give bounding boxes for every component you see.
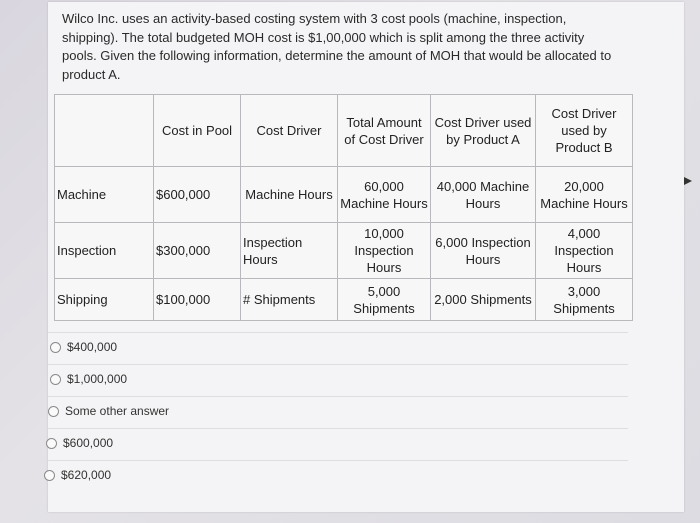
divider xyxy=(48,460,628,461)
pool-product-a: 40,000 Machine Hours xyxy=(431,167,536,223)
divider xyxy=(48,396,628,397)
question-text: Wilco Inc. uses an activity-based costing system with 3 cost pools (machine, inspection, shipping). The total budgeted MOH cost is $1,00,000 which is split among the three activity pools. Given the following information, determine the amount of MOH that would be allocated to product A. xyxy=(62,11,612,82)
radio-button-icon[interactable] xyxy=(50,342,61,353)
pool-product-a: 2,000 Shipments xyxy=(431,279,536,321)
table-header-row xyxy=(55,95,633,167)
divider xyxy=(48,332,628,333)
table-row xyxy=(55,279,633,321)
answer-option-600000[interactable] xyxy=(46,436,113,450)
pool-name: Shipping xyxy=(55,279,154,321)
divider xyxy=(48,364,628,365)
header-total-amount: Total Amount of Cost Driver xyxy=(338,95,431,167)
header-blank xyxy=(55,95,154,167)
answer-option-1000000[interactable] xyxy=(50,372,127,386)
pool-product-a: 6,000 Inspection Hours xyxy=(431,223,536,279)
radio-button-icon[interactable] xyxy=(50,374,61,385)
answer-option-400000[interactable] xyxy=(50,340,117,354)
pool-total: 10,000 Inspection Hours xyxy=(338,223,431,279)
answer-option-620000[interactable] xyxy=(44,468,111,482)
pool-cost: $300,000 xyxy=(154,223,241,279)
option-label: $1,000,000 xyxy=(67,372,128,386)
pool-driver: Machine Hours xyxy=(241,167,338,223)
mouse-cursor-icon xyxy=(684,177,692,185)
header-cost-in-pool: Cost in Pool xyxy=(154,95,241,167)
option-label: $620,000 xyxy=(61,468,112,482)
pool-name: Inspection xyxy=(55,223,154,279)
radio-button-icon[interactable] xyxy=(44,470,55,481)
pool-cost: $100,000 xyxy=(154,279,241,321)
option-label: $600,000 xyxy=(63,436,114,450)
pool-product-b: 4,000 Inspection Hours xyxy=(536,223,633,279)
radio-button-icon[interactable] xyxy=(46,438,57,449)
radio-button-icon[interactable] xyxy=(48,406,59,417)
table-row xyxy=(55,223,633,279)
pool-driver: Inspection Hours xyxy=(241,223,338,279)
answer-option-other[interactable] xyxy=(48,404,169,418)
header-product-a: Cost Driver used by Product A xyxy=(431,95,536,167)
header-cost-driver: Cost Driver xyxy=(241,95,338,167)
pool-cost: $600,000 xyxy=(154,167,241,223)
option-label: Some other answer xyxy=(65,404,170,418)
pool-name: Machine xyxy=(55,167,154,223)
pool-product-b: 3,000 Shipments xyxy=(536,279,633,321)
cost-table xyxy=(54,94,633,321)
pool-total: 60,000 Machine Hours xyxy=(338,167,431,223)
option-label: $400,000 xyxy=(67,340,118,354)
divider xyxy=(48,428,628,429)
pool-total: 5,000 Shipments xyxy=(338,279,431,321)
table-row xyxy=(55,167,633,223)
header-product-b: Cost Driver used by Product B xyxy=(536,95,633,167)
pool-driver: # Shipments xyxy=(241,279,338,321)
pool-product-b: 20,000 Machine Hours xyxy=(536,167,633,223)
